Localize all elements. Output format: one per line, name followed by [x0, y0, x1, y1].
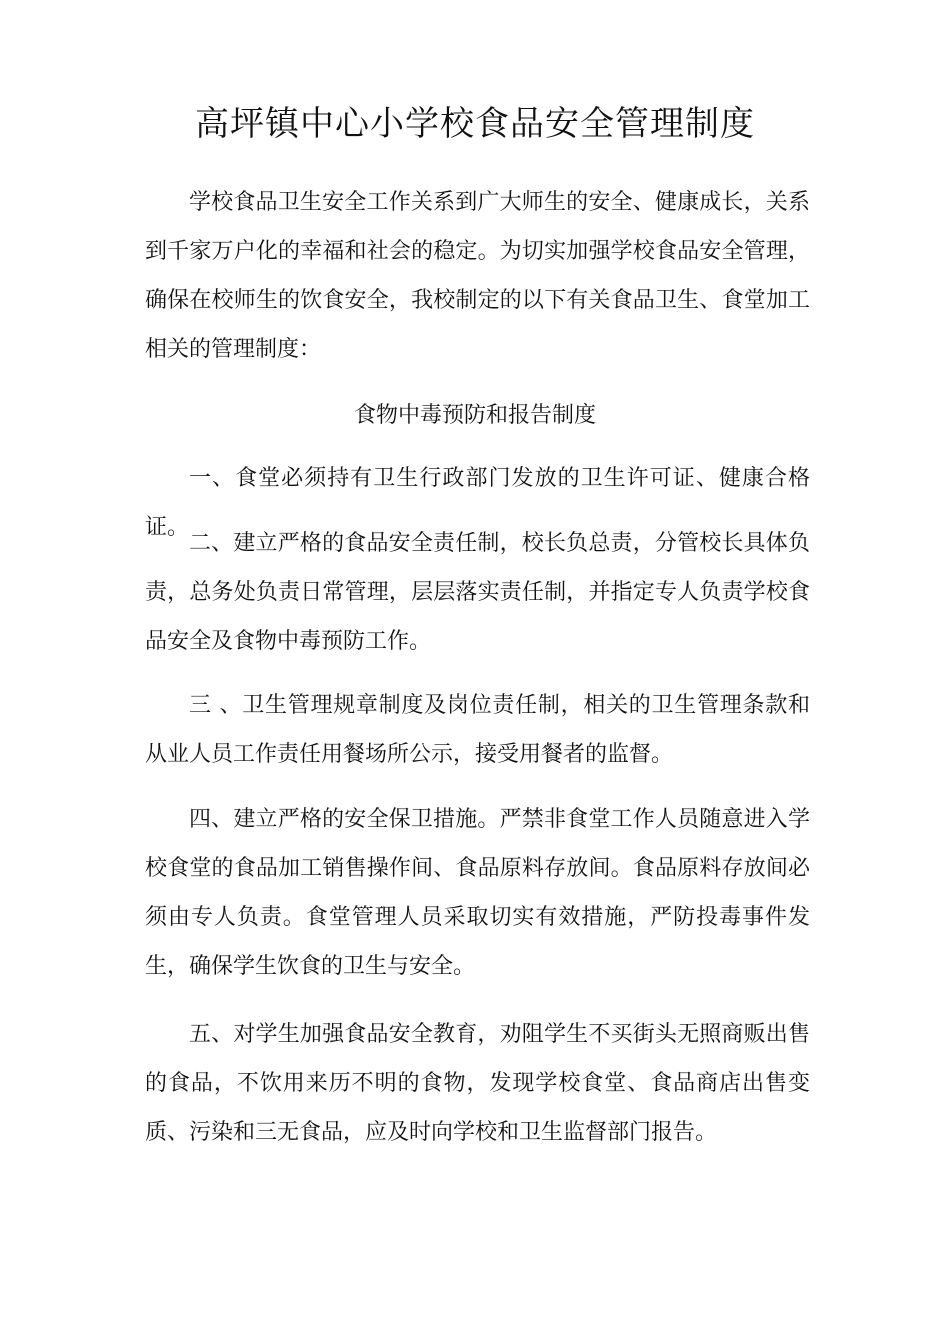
rule-item-1: 一、食堂必须持有卫生行政部门发放的卫生许可证、健康合格证。	[145, 466, 810, 540]
section-heading: 食物中毒预防和报告制度	[353, 403, 596, 428]
intro-paragraph: 学校食品卫生安全工作关系到广大师生的安全、健康成长，关系到千家万户化的幸福和社会的稳定。为切实加强学校食品安全管理，确保在校师生的饮食安全，我校制定的以下有关食品卫生、食堂加工相关的管理制度：	[145, 190, 810, 362]
document-title: 高坪镇中心小学校食品安全管理制度	[195, 104, 755, 144]
rule-item-5: 五、对学生加强食品安全教育，劝阻学生不买街头无照商贩出售的食品，不饮用来历不明的食物，发现学校食堂、食品商店出售变质、污染和三无食品，应及时向学校和卫生监督部门报告。	[145, 1022, 810, 1145]
rule-item-2: 二、建立严格的食品安全责任制，校长负总责，分管校长具体负责，总务处负责日常管理，层层落实责任制，并指定专人负责学校食品安全及食物中毒预防工作。	[145, 531, 810, 654]
rule-item-4: 四、建立严格的安全保卫措施。严禁非食堂工作人员随意进入学校食堂的食品加工销售操作间、食品原料存放间。食品原料存放间必须由专人负责。食堂管理人员采取切实有效措施，严防投毒事件发生，确保学生饮食的卫生与安全。	[145, 807, 810, 979]
rule-item-3: 三 、卫生管理规章制度及岗位责任制，相关的卫生管理条款和从业人员工作责任用餐场所公示，接受用餐者的监督。	[145, 693, 810, 767]
